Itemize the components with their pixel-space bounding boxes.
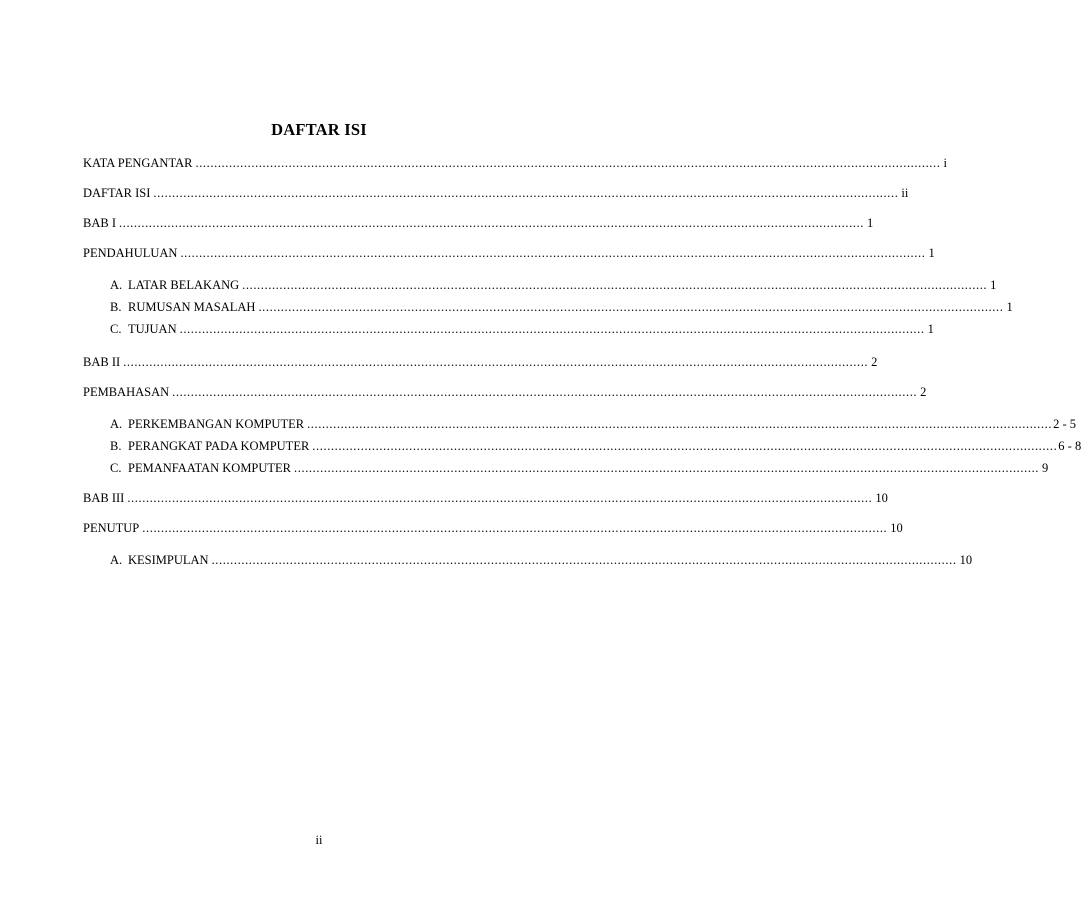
toc-subentry-perangkat-pada-komputer — [110, 439, 1081, 454]
toc-entry-bab-1 — [83, 216, 874, 231]
toc-subentry-rumusan-masalah — [110, 300, 1013, 315]
toc-entry-kata-pengantar — [83, 156, 947, 171]
toc-entry-label: PERKEMBANGAN KOMPUTER — [128, 417, 305, 431]
toc-entry-label: LATAR BELAKANG — [128, 278, 240, 292]
dot-leader: ........................................................................................................................................................................................................ — [242, 278, 988, 292]
page-title: DAFTAR ISI — [271, 120, 367, 139]
dot-leader: ........................................................................................................................................................................................................ — [258, 300, 1004, 314]
dot-leader: ........................................................................................................................................................................................................ — [294, 461, 1040, 475]
toc-entry-label: DAFTAR ISI — [83, 186, 151, 200]
toc-subentry-kesimpulan — [110, 553, 973, 568]
toc-entry-page: 2 - 5 — [1053, 417, 1076, 431]
toc-entry-page: 6 - 8 — [1058, 439, 1081, 453]
toc-entry-label: PEMANFAATAN KOMPUTER — [128, 461, 292, 475]
toc-entry-page: 1 — [928, 246, 935, 260]
toc-entry-page: 1 — [867, 216, 874, 230]
toc-entry-label: PENDAHULUAN — [83, 246, 178, 260]
toc-entry-page: 10 — [875, 491, 888, 505]
dot-leader: ........................................................................................................................................................................................................ — [172, 385, 918, 399]
toc-entry-page: 9 — [1042, 461, 1049, 475]
toc-entry-label: PENUTUP — [83, 521, 140, 535]
dot-leader: ........................................................................................................................................................................................................ — [123, 355, 869, 369]
toc-entry-label: BAB I — [83, 216, 116, 230]
dot-leader: ........................................................................................................................................................................................................ — [180, 246, 926, 260]
toc-entry-marker: A. — [110, 278, 123, 292]
toc-entry-bab-3 — [83, 491, 888, 506]
toc-entry-marker: C. — [110, 322, 122, 336]
toc-entry-marker: A. — [110, 417, 123, 431]
toc-entry-marker: B. — [110, 300, 122, 314]
toc-entry-page: 1 — [990, 278, 997, 292]
dot-leader: ........................................................................................................................................................................................................ — [119, 216, 864, 230]
toc-subentry-latar-belakang — [110, 278, 997, 293]
toc-entry-marker: C. — [110, 461, 122, 475]
toc-entry-bab-2 — [83, 355, 878, 370]
toc-entry-label: BAB III — [83, 491, 125, 505]
toc-entry-label: RUMUSAN MASALAH — [128, 300, 256, 314]
toc-entry-page: 1 — [927, 322, 934, 336]
dot-leader: ........................................................................................................................................................................................................ — [312, 439, 1058, 453]
dot-leader: ........................................................................................................................................................................................................ — [127, 491, 873, 505]
toc-entry-page: 10 — [959, 553, 973, 567]
dot-leader: ........................................................................................................................................................................................................ — [179, 322, 925, 336]
page-number-footer: ii — [315, 833, 323, 847]
toc-entry-daftar-isi — [83, 186, 909, 201]
toc-entry-label: PERANGKAT PADA KOMPUTER — [128, 439, 310, 453]
toc-entry-marker: B. — [110, 439, 122, 453]
dot-leader: ........................................................................................................................................................................................................ — [195, 156, 941, 170]
dot-leader: ........................................................................................................................................................................................................ — [142, 521, 888, 535]
toc-entry-page: i — [943, 156, 947, 170]
toc-entry-pembahasan — [83, 385, 927, 400]
dot-leader: ........................................................................................................................................................................................................ — [153, 186, 899, 200]
toc-entry-label: KESIMPULAN — [128, 553, 209, 567]
toc-entry-pendahuluan — [83, 246, 935, 261]
toc-entry-penutup — [83, 521, 903, 536]
toc-entry-page: 2 — [920, 385, 927, 399]
toc-entry-marker: A. — [110, 553, 123, 567]
toc-entry-page: ii — [901, 186, 909, 200]
toc-entry-label: BAB II — [83, 355, 121, 369]
toc-entry-page: 10 — [890, 521, 903, 535]
dot-leader: ........................................................................................................................................................................................................ — [211, 553, 957, 567]
toc-entry-page: 1 — [1006, 300, 1013, 314]
toc-entry-label: TUJUAN — [128, 322, 177, 336]
dot-leader: ........................................................................................................................................................................................................ — [307, 417, 1053, 431]
toc-entry-label: PEMBAHASAN — [83, 385, 170, 399]
toc-subentry-tujuan — [110, 322, 934, 337]
toc-entry-page: 2 — [871, 355, 878, 369]
toc-subentry-pemanfaatan-komputer — [110, 461, 1049, 476]
toc-entry-label: KATA PENGANTAR — [83, 156, 193, 170]
toc-subentry-perkembangan-komputer — [110, 417, 1076, 432]
